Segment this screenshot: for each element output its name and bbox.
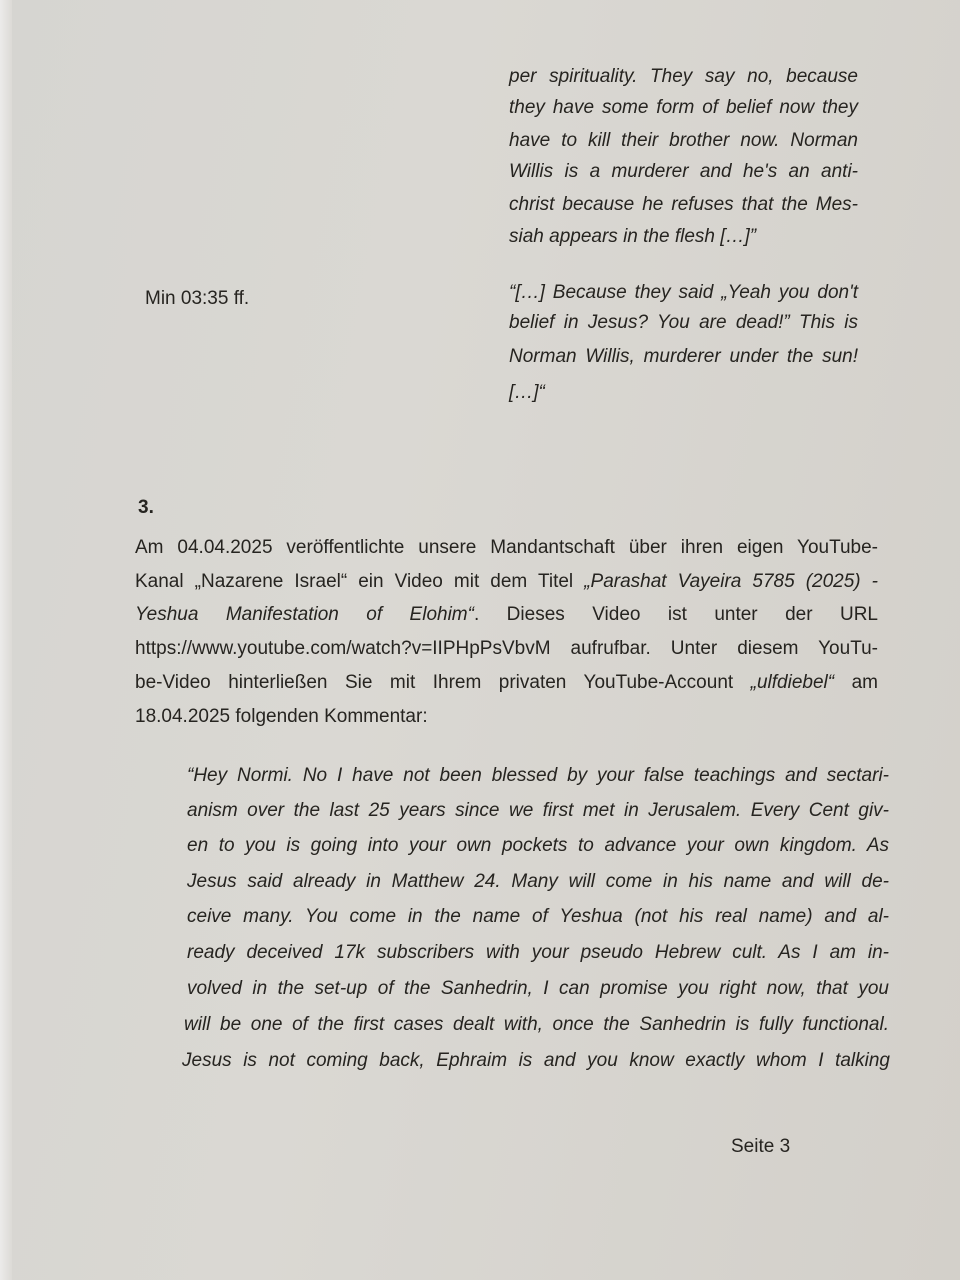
video-title: Yeshua Manifestation of Elohim“ bbox=[135, 604, 474, 625]
comment-line: ceive many. You come in the name of Yeshua (not his real name) and al- bbox=[187, 906, 889, 927]
page-number: Seite 3 bbox=[731, 1136, 791, 1157]
account-name: „ulfdiebel“ bbox=[750, 672, 835, 693]
quote-line: christ because he refuses that the Mes- bbox=[509, 194, 858, 215]
text: 18.04.2025 folgenden Kommentar: bbox=[135, 706, 428, 727]
paragraph-line bbox=[135, 637, 878, 661]
text: be-Video hinterließen Sie mit Ihrem privaten YouTube-Account bbox=[135, 672, 751, 693]
text: https://www.youtube.com/watch?v=IIPHpPsVbvM aufrufbar. Unter diesem YouTu- bbox=[135, 638, 878, 659]
paragraph-line bbox=[135, 705, 878, 729]
comment-line: “Hey Normi. No I have not been blessed by your false teachings and sectari- bbox=[187, 765, 889, 786]
quote-line: “[…] Because they said „Yeah you don't bbox=[509, 282, 858, 303]
comment-line: anism over the last 25 years since we first met in Jerusalem. Every Cent giv- bbox=[187, 800, 889, 821]
video-title: „Parashat Vayeira 5785 (2025) - bbox=[584, 571, 878, 592]
comment-line: Jesus said already in Matthew 24. Many will come in his name and will de- bbox=[187, 871, 889, 892]
quote-line: […]“ bbox=[509, 382, 545, 403]
quote-line: Norman Willis, murderer under the sun! bbox=[509, 346, 858, 367]
paragraph-line bbox=[135, 570, 878, 594]
quote-line: they have some form of belief now they bbox=[509, 97, 858, 118]
comment-line: ready deceived 17k subscribers with your pseudo Hebrew cult. As I am in- bbox=[187, 942, 889, 963]
timestamp-label: Min 03:35 ff. bbox=[145, 288, 250, 309]
quote-line: belief in Jesus? You are dead!” This is bbox=[509, 312, 858, 333]
quote-line: siah appears in the flesh […]” bbox=[509, 226, 757, 247]
section-number: 3. bbox=[138, 497, 154, 518]
quote-line: have to kill their brother now. Norman bbox=[509, 130, 858, 151]
page-edge bbox=[0, 0, 12, 1280]
comment-line: en to you is going into your own pockets to advance your own kingdom. As bbox=[187, 835, 889, 856]
quote-line: per spirituality. They say no, because bbox=[509, 66, 858, 87]
comment-line: volved in the set-up of the Sanhedrin, I can promise you right now, that you bbox=[187, 978, 889, 999]
text: am bbox=[834, 672, 878, 693]
comment-line: Jesus is not coming back, Ephraim is and you know exactly whom I talking bbox=[182, 1050, 890, 1071]
text: Am 04.04.2025 veröffentlichte unsere Mandantschaft über ihren eigen YouTube- bbox=[135, 537, 878, 558]
quote-line: Willis is a murderer and he's an anti- bbox=[509, 161, 858, 182]
comment-line: will be one of the first cases dealt with, once the Sanhedrin is fully functional. bbox=[184, 1014, 889, 1035]
paragraph-line bbox=[135, 536, 878, 560]
paragraph-line bbox=[135, 603, 878, 627]
paragraph-line bbox=[135, 671, 878, 695]
text: Kanal „Nazarene Israel“ ein Video mit dem Titel bbox=[135, 571, 585, 592]
text: . Dieses Video ist unter der URL bbox=[473, 604, 878, 625]
